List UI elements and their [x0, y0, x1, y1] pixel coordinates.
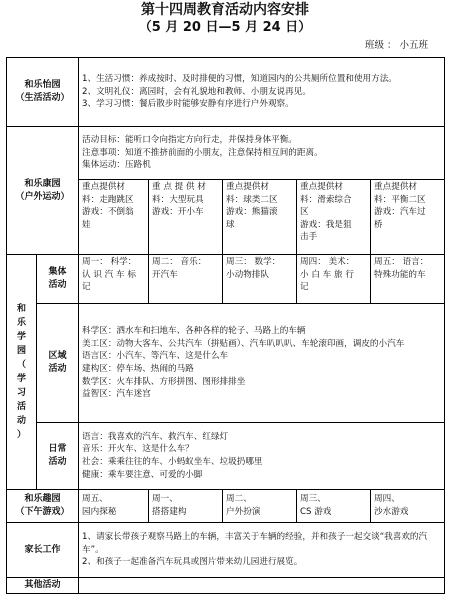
area-item: 建构区：停车场、热闹的马路	[82, 364, 194, 374]
learning-daily-row	[7, 423, 445, 490]
play-day-3: 周二、 户外扮演	[223, 490, 297, 523]
play-day-5: 周四、 沙水游戏	[371, 490, 445, 523]
other-label: 其他活动	[7, 578, 79, 594]
other-content	[79, 578, 445, 594]
page-title: 第十四周教育活动内容安排	[141, 2, 309, 18]
life-row	[7, 58, 445, 127]
parents-item: 2、和孩子一起准备汽车玩具或图片带来幼儿园进行展览。	[82, 557, 303, 568]
life-item: 3、学习习惯：餐后散步时能够安静有序进行户外观察。	[82, 99, 294, 110]
parents-item: 1、请家长带孩子观察马路上的车辆，丰富关于车辆的经验，并和孩子一起交谈“我喜欢的汽车”。	[82, 532, 428, 555]
outdoor-label: 和乐康园 （户外运动）	[7, 127, 79, 255]
group-activity-fri: 周五： 语言： 特殊功能的车	[371, 255, 445, 304]
outdoor-goal: 活动目标：能听口令向指定方向行走，并保持身体平衡。	[82, 135, 297, 146]
parents-label: 家长工作	[7, 523, 79, 578]
play-row	[7, 490, 445, 523]
life-content	[79, 58, 445, 127]
group-activity-tue: 周二： 音乐： 开汽车	[149, 255, 223, 304]
daily-item: 音乐：开火车、这是什么车？	[82, 444, 194, 455]
outdoor-zone-4: 重点提供材 料：滑索综合 区 游戏：我是狙 击手	[297, 180, 371, 255]
daily-item: 社会：乘乘往往的车、小蚂蚁坐车、垃圾扔哪里	[82, 457, 263, 467]
area-activity-label: 区域 活动	[37, 304, 79, 423]
area-item: 科学区：洒水车和扫地车、各种各样的轮子、马路上的车辆	[82, 326, 306, 337]
learning-group-row	[7, 255, 445, 304]
area-activity-content	[79, 304, 445, 423]
outdoor-zone-1: 重点提供材 料：走跑跳区 游戏：不倒翁 娃	[79, 180, 149, 255]
outdoor-zone-5: 重点提供材 料：平衡二区 游戏：汽车过 桥	[371, 180, 445, 255]
outdoor-row	[7, 127, 445, 180]
outdoor-group: 集体运动：压路机	[82, 160, 151, 171]
daily-activity-label: 日常 活动	[37, 423, 79, 490]
play-label: 和乐趣园 （下午游戏）	[7, 490, 79, 523]
play-day-2: 周一、 搭搭建构	[149, 490, 223, 523]
outdoor-notice: 注意事项：知道不推挤前面的小朋友，注意保持相互间的距离。	[82, 147, 323, 158]
parents-content	[79, 523, 445, 578]
group-activity-label: 集体 活动	[37, 255, 79, 304]
group-activity-mon: 周一： 科学： 认 识 汽 车 标 记	[79, 255, 149, 304]
life-item: 2、文明礼仪：离园时，会有礼貌地和教师、小朋友说再见。	[82, 86, 311, 97]
other-row	[7, 578, 445, 594]
date-range: （5 月 20 日—5 月 24 日）	[138, 20, 312, 35]
area-item: 美工区：动物大客车、公共汽车（拼贴画）、汽车叭叭叭、车轮滚印画，调皮的小汽车	[82, 338, 405, 349]
outdoor-zone-3: 重点提供材 料：球类二区 游戏：熊猫滚 球	[223, 180, 297, 255]
outdoor-zone-2: 重 点 提 供 材 料：大型玩具 游戏：开小车	[149, 180, 223, 255]
play-day-1: 周五、 园内探秘	[79, 490, 149, 523]
daily-activity-content	[79, 423, 445, 490]
learning-label: 和 乐 学 园 （ 学 习 活 动 ）	[7, 255, 37, 490]
daily-item: 语言：我喜欢的汽车、救汽车、红绿灯	[82, 431, 229, 442]
daily-item: 健康：乘车要注意、可爱的小脚	[82, 469, 203, 480]
outdoor-goals	[79, 127, 445, 180]
life-item: 1、生活习惯：养成按时、及时排便的习惯，知道园内的公共厕所位置和使用方法。	[82, 74, 397, 85]
group-activity-wed: 周三： 数学： 小动物排队	[223, 255, 297, 304]
play-day-4: 周三、 CS 游戏	[297, 490, 371, 523]
area-item: 益智区：汽车迷宫	[82, 389, 151, 400]
life-label: 和乐怡园 （生活活动）	[7, 58, 79, 127]
parents-row	[7, 523, 445, 578]
group-activity-thu: 周四： 美术： 小 白 车 旅 行 记	[297, 255, 371, 304]
area-item: 语言区：小汽车、等汽车、这是什么车	[82, 351, 229, 362]
learning-area-row	[7, 304, 445, 423]
area-item: 数学区：火车排队、方形拼图、图形排排坐	[82, 376, 246, 387]
class-label: 班级 ： 小五班	[364, 40, 428, 51]
schedule-table	[6, 57, 445, 594]
